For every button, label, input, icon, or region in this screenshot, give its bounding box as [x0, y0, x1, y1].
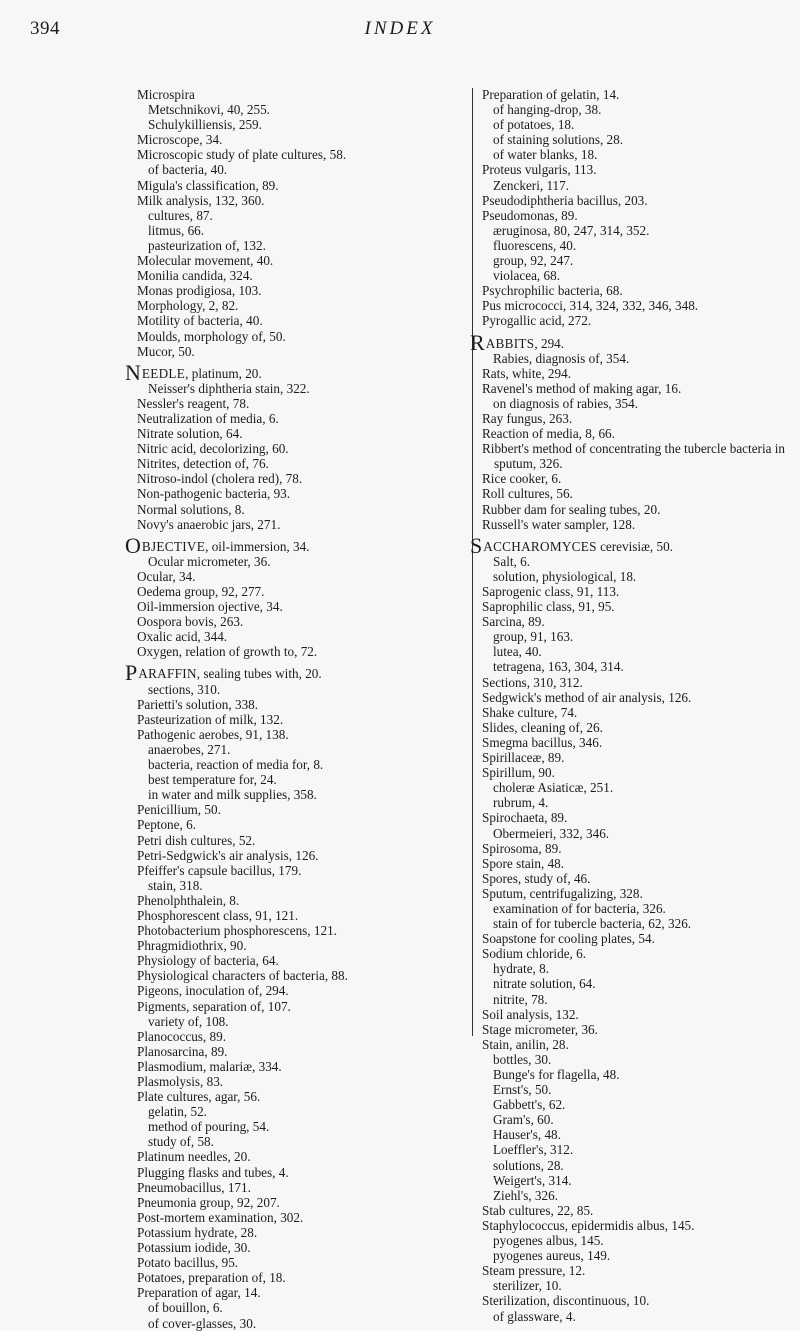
- index-entry: Preparation of gelatin, 14.: [482, 87, 620, 102]
- index-entry: Bunge's for flagella, 48.: [493, 1067, 620, 1082]
- index-entry: Phosphorescent class, 91, 121.: [137, 907, 299, 923]
- index-entry: Monas prodigiosa, 103.: [137, 283, 262, 299]
- index-entry: choleræ Asiaticæ, 251.: [493, 780, 614, 796]
- index-entry: of staining solutions, 28.: [493, 132, 624, 148]
- index-entry: Plasmodium, malariæ, 334.: [137, 1058, 282, 1074]
- index-entry: Monilia candida, 324.: [137, 268, 253, 284]
- index-entry: Petri-Sedgwick's air analysis, 126.: [137, 847, 319, 863]
- index-entry: Physiological characters of bacteria, 88.: [137, 968, 348, 984]
- index-entry: group, 92, 247.: [493, 253, 574, 269]
- index-entry: Saprophilic class, 91, 95.: [482, 599, 615, 615]
- index-entry: gelatin, 52.: [148, 1104, 207, 1120]
- index-entry: Smegma bacillus, 346.: [482, 734, 603, 750]
- index-entry: Microscopic study of plate cultures, 58.: [137, 147, 347, 163]
- index-entry: Schulykilliensis, 259.: [148, 117, 262, 133]
- index-entry: tetragena, 163, 304, 314.: [493, 659, 624, 675]
- index-entry: Stab cultures, 22, 85.: [482, 1202, 594, 1218]
- index-entry: Pathogenic aerobes, 91, 138.: [137, 726, 289, 742]
- index-entry: Weigert's, 314.: [493, 1172, 572, 1188]
- index-entry: solution, physiological, 18.: [493, 568, 637, 584]
- index-entry: nitrate solution, 64.: [493, 976, 596, 992]
- index-entry: Soapstone for cooling plates, 54.: [482, 931, 655, 947]
- index-entry: Planococcus, 89.: [137, 1028, 226, 1044]
- index-entry: Nitrites, detection of, 76.: [137, 456, 269, 472]
- index-entry: Nessler's reagent, 78.: [137, 395, 250, 411]
- index-entry: Post-mortem examination, 302.: [137, 1209, 304, 1225]
- index-entry: Zenckeri, 117.: [493, 177, 570, 193]
- index-entry: Staphylococcus, epidermidis albus, 145.: [482, 1217, 695, 1233]
- index-entry: Oil-immersion ojective, 34.: [137, 599, 283, 615]
- index-entry: bacteria, reaction of media for, 8.: [148, 757, 324, 773]
- index-entry: Migula's classification, 89.: [137, 177, 279, 193]
- index-entry: Parietti's solution, 338.: [137, 696, 259, 712]
- index-entry: Potassium iodide, 30.: [137, 1240, 251, 1256]
- index-entry: Spirosoma, 89.: [482, 840, 562, 856]
- page-number: 394: [30, 18, 60, 39]
- index-entry: Potassium hydrate, 28.: [137, 1224, 258, 1240]
- index-entry: Ocular, 34.: [137, 568, 196, 584]
- index-entry: Pigments, separation of, 107.: [137, 998, 291, 1014]
- index-entry: study of, 58.: [148, 1134, 214, 1150]
- index-entry: best temperature for, 24.: [148, 772, 277, 788]
- index-entry: rubrum, 4.: [493, 795, 549, 811]
- index-entry: Sterilization, discontinuous, 10.: [482, 1293, 650, 1309]
- column-divider: [472, 88, 473, 1036]
- index-entry: violacea, 68.: [493, 268, 561, 284]
- index-entry: hydrate, 8.: [493, 961, 550, 977]
- index-entry: on diagnosis of rabies, 354.: [493, 395, 639, 411]
- index-entry: Metschnikovi, 40, 255.: [148, 102, 270, 118]
- index-entry: Steam pressure, 12.: [482, 1263, 586, 1279]
- index-entry: Sodium chloride, 6.: [482, 946, 587, 962]
- index-entry: Pus micrococci, 314, 324, 332, 346, 348.: [482, 298, 699, 314]
- index-entry: Motility of bacteria, 40.: [137, 313, 263, 329]
- index-entry: RABBITS, 294.: [470, 329, 565, 355]
- index-entry: Plugging flasks and tubes, 4.: [137, 1164, 289, 1180]
- index-entry: Salt, 6.: [493, 553, 530, 569]
- index-entry: Microspira: [137, 87, 195, 102]
- index-entry: method of pouring, 54.: [148, 1119, 270, 1135]
- index-entry: Oxygen, relation of growth to, 72.: [137, 644, 318, 660]
- index-entry: OBJECTIVE, oil-immersion, 34.: [125, 532, 310, 558]
- index-entry: Mucor, 50.: [137, 343, 195, 359]
- index-entry: Pigeons, inoculation of, 294.: [137, 983, 289, 999]
- index-entry: Platinum needles, 20.: [137, 1149, 251, 1165]
- index-entry: Peptone, 6.: [137, 817, 196, 833]
- index-entry: of glassware, 4.: [493, 1308, 576, 1324]
- index-entry: Microscope, 34.: [137, 132, 223, 148]
- index-entry: solutions, 28.: [493, 1157, 564, 1173]
- index-entry: Oedema group, 92, 277.: [137, 584, 265, 599]
- index-entry: Penicillium, 50.: [137, 802, 221, 818]
- index-entry: Pfeiffer's capsule bacillus, 179.: [137, 862, 302, 878]
- index-entry: Ernst's, 50.: [493, 1082, 552, 1098]
- index-entry: Saprogenic class, 91, 113.: [482, 584, 620, 599]
- index-entry: Nitric acid, decolorizing, 60.: [137, 441, 289, 457]
- index-entry: group, 91, 163.: [493, 629, 574, 645]
- index-entry: Oxalic acid, 344.: [137, 629, 228, 645]
- index-entry: sections, 310.: [148, 681, 221, 697]
- index-entry: Sedgwick's method of air analysis, 126.: [482, 689, 692, 705]
- index-entry: lutea, 40.: [493, 644, 542, 660]
- index-entry: Potatoes, preparation of, 18.: [137, 1270, 286, 1286]
- index-entry: examination of for bacteria, 326.: [493, 900, 666, 916]
- index-entry: in water and milk supplies, 358.: [148, 787, 317, 803]
- index-entry: Sections, 310, 312.: [482, 674, 583, 690]
- index-entry: Pseudodiphtheria bacillus, 203.: [482, 192, 648, 208]
- index-entry: Spores, study of, 46.: [482, 870, 591, 886]
- index-entry: Ray fungus, 263.: [482, 410, 573, 426]
- index-entry: Novy's anaerobic jars, 271.: [137, 516, 281, 532]
- index-entry: Slides, cleaning of, 26.: [482, 719, 603, 735]
- index-entry: Loeffler's, 312.: [493, 1142, 574, 1158]
- index-entry: Reaction of media, 8, 66.: [482, 426, 615, 442]
- index-entry: Rubber dam for sealing tubes, 20.: [482, 501, 661, 517]
- index-entry: Spore stain, 48.: [482, 855, 565, 871]
- index-entry: of bouillon, 6.: [148, 1300, 223, 1316]
- index-entry: Phenolphthalein, 8.: [137, 892, 240, 908]
- index-entry: Nitroso-indol (cholera red), 78.: [137, 471, 303, 487]
- index-entry: Roll cultures, 56.: [482, 486, 573, 502]
- index-entry: Petri dish cultures, 52.: [137, 832, 256, 848]
- index-entry: Morphology, 2, 82.: [137, 298, 239, 314]
- index-entry: Gram's, 60.: [493, 1112, 554, 1128]
- index-entry: Rice cooker, 6.: [482, 471, 562, 487]
- index-entry: pyogenes aureus, 149.: [493, 1248, 611, 1264]
- index-entry: stain, 318.: [148, 877, 203, 893]
- index-entry: anaerobes, 271.: [148, 741, 231, 757]
- index-entry: Neutralization of media, 6.: [137, 410, 279, 426]
- index-entry: Pneumobacillus, 171.: [137, 1179, 251, 1195]
- index-entry: Soil analysis, 132.: [482, 1006, 579, 1022]
- index-entry: of cover-glasses, 30.: [148, 1315, 257, 1331]
- index-entry: Pseudomonas, 89.: [482, 207, 578, 223]
- index-entry: Pyrogallic acid, 272.: [482, 313, 592, 329]
- index-column-right: [470, 87, 794, 1324]
- index-entry: SACCHAROMYCES cerevisiæ, 50.: [470, 532, 673, 558]
- index-entry: of water blanks, 18.: [493, 147, 598, 163]
- index-entry: of hanging-drop, 38.: [493, 102, 602, 118]
- index-entry: Phragmidiothrix, 90.: [137, 938, 247, 954]
- index-entry: pyogenes albus, 145.: [493, 1233, 604, 1249]
- index-entry: Ribbert's method of concentrating the tubercle bacteria in sputum, 326.: [482, 441, 786, 472]
- index-entry: Molecular movement, 40.: [137, 253, 274, 269]
- index-entry: PARAFFIN, sealing tubes with, 20.: [125, 660, 322, 686]
- index-entry: Hauser's, 48.: [493, 1127, 561, 1143]
- index-entry: NEEDLE, platinum, 20.: [125, 359, 262, 385]
- index-entry: Rabies, diagnosis of, 354.: [493, 350, 630, 366]
- index-entry: Spirillum, 90.: [482, 765, 555, 781]
- index-entry: Non-pathogenic bacteria, 93.: [137, 486, 291, 502]
- index-entry: Obermeieri, 332, 346.: [493, 825, 610, 841]
- index-entry: bottles, 30.: [493, 1051, 552, 1067]
- index-column-left: [125, 87, 467, 1331]
- index-entry: Sarcina, 89.: [482, 614, 545, 630]
- index-entry: Pneumonia group, 92, 207.: [137, 1194, 280, 1210]
- index-entry: Spirochaeta, 89.: [482, 810, 568, 826]
- index-entry: litmus, 66.: [148, 222, 205, 238]
- index-entry: Planosarcina, 89.: [137, 1043, 228, 1059]
- index-entry: Ocular micrometer, 36.: [148, 553, 271, 569]
- index-entry: Plate cultures, agar, 56.: [137, 1089, 261, 1105]
- index-entry: Pasteurization of milk, 132.: [137, 711, 284, 727]
- index-entry: Ravenel's method of making agar, 16.: [482, 380, 682, 396]
- index-entry: Proteus vulgaris, 113.: [482, 162, 597, 178]
- index-entry: æruginosa, 80, 247, 314, 352.: [493, 222, 650, 238]
- index-entry: sterilizer, 10.: [493, 1278, 562, 1294]
- index-entry: Rats, white, 294.: [482, 365, 572, 381]
- index-entry: cultures, 87.: [148, 207, 213, 223]
- index-entry: Gabbett's, 62.: [493, 1097, 566, 1113]
- index-entry: Moulds, morphology of, 50.: [137, 328, 286, 344]
- index-entry: nitrite, 78.: [493, 991, 548, 1007]
- index-entry: Plasmolysis, 83.: [137, 1074, 224, 1089]
- index-entry: Stain, anilin, 28.: [482, 1036, 569, 1052]
- index-entry: Ziehl's, 326.: [493, 1187, 559, 1203]
- index-entry: variety of, 108.: [148, 1013, 229, 1029]
- index-entry: Sputum, centrifugalizing, 328.: [482, 885, 643, 901]
- index-entry: of bacteria, 40.: [148, 162, 228, 178]
- index-entry: fluorescens, 40.: [493, 237, 577, 253]
- index-entry: Photobacterium phosphorescens, 121.: [137, 923, 337, 939]
- index-entry: stain of for tubercle bacteria, 62, 326.: [493, 916, 692, 932]
- index-entry: Preparation of agar, 14.: [137, 1285, 261, 1301]
- running-head: INDEX: [364, 18, 436, 39]
- index-entry: Milk analysis, 132, 360.: [137, 192, 265, 208]
- index-entry: Russell's water sampler, 128.: [482, 516, 636, 532]
- index-entry: Neisser's diphtheria stain, 322.: [148, 380, 310, 396]
- index-entry: Psychrophilic bacteria, 68.: [482, 283, 623, 299]
- index-entry: Normal solutions, 8.: [137, 501, 245, 517]
- index-entry: Potato bacillus, 95.: [137, 1255, 239, 1271]
- index-entry: Physiology of bacteria, 64.: [137, 953, 279, 969]
- index-entry: Spirillaceæ, 89.: [482, 750, 565, 766]
- index-entry: Stage micrometer, 36.: [482, 1021, 598, 1037]
- index-entry: Oospora bovis, 263.: [137, 614, 244, 630]
- index-entry: Nitrate solution, 64.: [137, 426, 243, 442]
- index-entry: of potatoes, 18.: [493, 117, 575, 133]
- index-entry: Shake culture, 74.: [482, 704, 578, 720]
- index-entry: pasteurization of, 132.: [148, 237, 266, 253]
